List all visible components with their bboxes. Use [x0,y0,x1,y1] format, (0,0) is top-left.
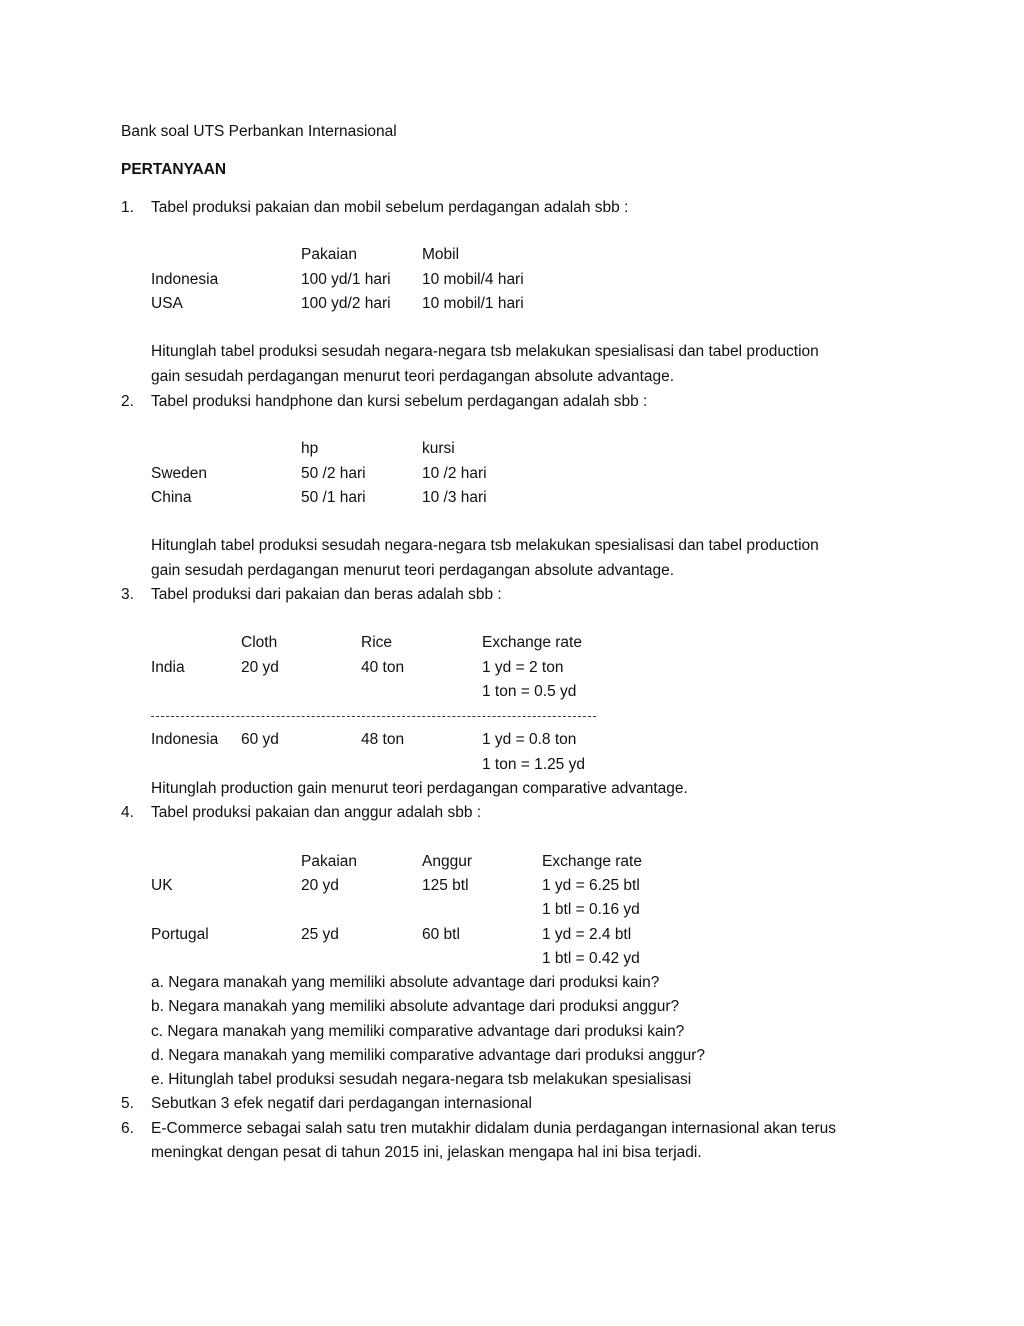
sub-question: e. Hitunglah tabel produksi sesudah negara-negara tsb melakukan spesialisasi [151,1071,692,1088]
table-cell: 60 yd [241,731,279,748]
table-cell: 20 yd [241,659,279,676]
row-country: India [151,659,185,676]
section-heading: PERTANYAAN [121,161,227,178]
column-header: Mobil [422,246,460,263]
question-text: Tabel produksi pakaian dan anggur adalah sbb : [151,804,482,821]
row-country: USA [151,295,183,312]
table-cell: 10 mobil/4 hari [422,271,524,288]
exchange-rate: 1 yd = 2 ton [482,659,564,676]
question-number: 3. [121,586,134,603]
column-header: Cloth [241,634,278,651]
row-country: Indonesia [151,271,219,288]
table-cell: 100 yd/1 hari [301,271,391,288]
exchange-rate: 1 yd = 0.8 ton [482,731,577,748]
exchange-rate: 1 btl = 0.42 yd [542,950,640,967]
column-header: Pakaian [301,853,358,870]
table-cell: 50 /1 hari [301,489,366,506]
instruction-line: Hitunglah production gain menurut teori perdagangan comparative advantage. [151,780,688,797]
question-text: Tabel produksi dari pakaian dan beras adalah sbb : [151,586,502,603]
table-cell: 10 mobil/1 hari [422,295,524,312]
column-header: hp [301,440,319,457]
row-country: China [151,489,192,506]
column-header: Rice [361,634,393,651]
question-number: 4. [121,804,134,821]
question-number: 2. [121,393,134,410]
table-cell: 10 /2 hari [422,465,487,482]
row-country: UK [151,877,173,894]
sub-question: b. Negara manakah yang memiliki absolute advantage dari produksi anggur? [151,998,680,1015]
question-text: Tabel produksi pakaian dan mobil sebelum perdagangan adalah sbb : [151,199,629,216]
dashed-separator [151,716,596,717]
question-text-continued: meningkat dengan pesat di tahun 2015 ini, jelaskan mengapa hal ini bisa terjadi. [151,1144,702,1161]
instruction-line: Hitunglah tabel produksi sesudah negara-negara tsb melakukan spesialisasi dan tabel production [151,537,819,554]
exchange-rate: 1 ton = 0.5 yd [482,683,577,700]
exchange-rate: 1 yd = 6.25 btl [542,877,640,894]
table-cell: 25 yd [301,926,339,943]
question-number: 5. [121,1095,134,1112]
row-country: Sweden [151,465,208,482]
table-cell: 100 yd/2 hari [301,295,391,312]
exchange-rate: 1 yd = 2.4 btl [542,926,632,943]
column-header: Anggur [422,853,472,870]
question-number: 1. [121,199,134,216]
question-text: E-Commerce sebagai salah satu tren mutakhir didalam dunia perdagangan internasional akan terus [151,1120,836,1137]
instruction-line: gain sesudah perdagangan menurut teori perdagangan absolute advantage. [151,562,675,579]
table-cell: 48 ton [361,731,405,748]
question-number: 6. [121,1120,134,1137]
instruction-line: Hitunglah tabel produksi sesudah negara-negara tsb melakukan spesialisasi dan tabel production [151,343,819,360]
sub-question: d. Negara manakah yang memiliki comparative advantage dari produksi anggur? [151,1047,706,1064]
table-cell: 60 btl [422,926,460,943]
sub-question: c. Negara manakah yang memiliki comparative advantage dari produksi kain? [151,1023,685,1040]
question-text: Tabel produksi handphone dan kursi sebelum perdagangan adalah sbb : [151,393,648,410]
document-title: Bank soal UTS Perbankan Internasional [121,123,397,140]
column-header: kursi [422,440,455,457]
instruction-line: gain sesudah perdagangan menurut teori perdagangan absolute advantage. [151,368,675,385]
table-cell: 125 btl [422,877,469,894]
row-country: Portugal [151,926,209,943]
column-header: Exchange rate [542,853,642,870]
column-header: Pakaian [301,246,358,263]
exchange-rate: 1 btl = 0.16 yd [542,901,640,918]
table-cell: 50 /2 hari [301,465,366,482]
table-cell: 10 /3 hari [422,489,487,506]
row-country: Indonesia [151,731,219,748]
table-cell: 20 yd [301,877,339,894]
sub-question: a. Negara manakah yang memiliki absolute advantage dari produksi kain? [151,974,660,991]
column-header: Exchange rate [482,634,582,651]
exchange-rate: 1 ton = 1.25 yd [482,756,585,773]
question-text: Sebutkan 3 efek negatif dari perdagangan internasional [151,1095,532,1112]
table-cell: 40 ton [361,659,405,676]
